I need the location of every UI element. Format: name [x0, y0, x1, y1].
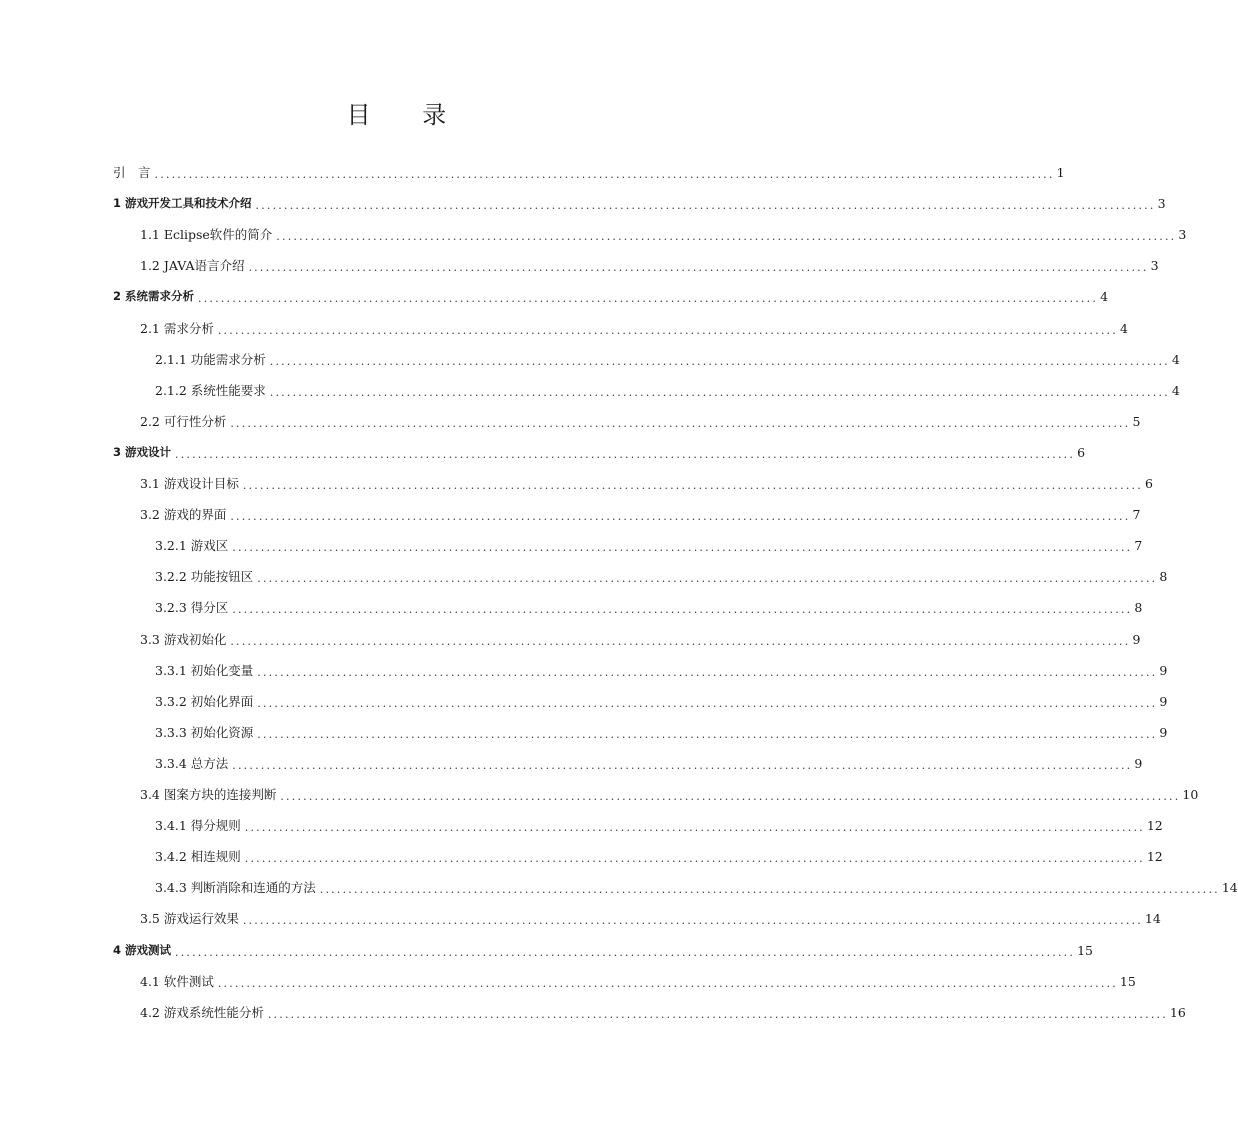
toc-page-number: 9 — [1159, 662, 1168, 678]
toc-leader-dots: .............................................................................................................................................................. — [242, 914, 1143, 928]
toc-page-number: 4 — [1119, 320, 1128, 336]
toc-page-number: 1 — [1056, 165, 1065, 180]
toc-entry-title: 3 游戏设计 — [113, 444, 172, 459]
toc-leader-dots: .............................................................................................................................................................. — [244, 821, 1145, 835]
toc-entry-title: 3.3.2 初始化界面 — [155, 693, 254, 709]
toc-entry-title: 3.2 游戏的界面 — [140, 507, 227, 523]
toc-leader-dots: .............................................................................................................................................................. — [257, 665, 1158, 679]
toc-page-number: 9 — [1159, 724, 1168, 740]
toc-entry-title: 3.4 图案方块的连接判断 — [140, 787, 277, 802]
toc-entry-title: 3.4.1 得分规则 — [155, 818, 241, 834]
toc-entry[interactable] — [155, 841, 1163, 872]
toc-entry-title: 3.3.3 初始化资源 — [155, 724, 254, 740]
toc-leader-dots: .............................................................................................................................................................. — [257, 572, 1158, 586]
toc-page-number: 4 — [1100, 289, 1109, 305]
toc-leader-dots: .............................................................................................................................................................. — [276, 230, 1177, 244]
toc-leader-dots: .............................................................................................................................................................. — [269, 385, 1170, 399]
toc-page-number: 15 — [1119, 973, 1136, 989]
toc-page-number: 8 — [1159, 569, 1168, 585]
toc-entry[interactable] — [155, 686, 1168, 717]
toc-page-number: 12 — [1146, 849, 1163, 865]
toc-entry[interactable] — [140, 624, 1141, 655]
toc-entry[interactable] — [155, 872, 1238, 903]
toc-leader-dots: .............................................................................................................................................................. — [257, 696, 1158, 710]
toc-page-number: 16 — [1169, 1004, 1186, 1020]
toc-page-number: 9 — [1132, 631, 1141, 647]
toc-entry[interactable] — [113, 437, 1086, 468]
toc-page-number: 7 — [1134, 538, 1143, 554]
toc-entry[interactable] — [140, 966, 1136, 997]
toc-leader-dots: .............................................................................................................................................................. — [267, 1007, 1168, 1021]
toc-entry-title: 4.1 软件测试 — [140, 973, 214, 989]
toc-entry[interactable] — [155, 717, 1168, 748]
toc-page-number: 3 — [1150, 258, 1159, 274]
toc-leader-dots: .............................................................................................................................................................. — [269, 354, 1170, 368]
toc-entry[interactable] — [155, 375, 1180, 406]
toc-leader-dots: .............................................................................................................................................................. — [244, 852, 1145, 866]
toc-entry[interactable] — [155, 561, 1168, 592]
toc-entry[interactable] — [155, 655, 1168, 686]
toc-entry[interactable] — [140, 219, 1187, 250]
toc-page-number: 12 — [1146, 818, 1163, 834]
toc-entry[interactable] — [113, 935, 1093, 966]
toc-leader-dots: .............................................................................................................................................................. — [175, 945, 1076, 959]
toc-entry-title: 3.5 游戏运行效果 — [140, 911, 239, 927]
toc-page-number: 4 — [1171, 351, 1180, 367]
toc-entry[interactable] — [140, 903, 1161, 934]
toc-entry-title: 4 游戏测试 — [113, 942, 172, 957]
toc-leader-dots: .............................................................................................................................................................. — [232, 541, 1133, 555]
toc-entry-title: 2.1 需求分析 — [140, 320, 214, 336]
toc-leader-dots: .............................................................................................................................................................. — [257, 727, 1158, 741]
toc-leader-dots: .............................................................................................................................................................. — [217, 323, 1118, 337]
toc-entry-title: 3.3.1 初始化变量 — [155, 662, 254, 678]
toc-entry-title: 1.2 JAVA语言介绍 — [140, 258, 245, 274]
toc-entry[interactable] — [140, 313, 1128, 344]
toc-page-number: 9 — [1159, 693, 1168, 709]
toc-entry[interactable] — [140, 499, 1141, 530]
toc-entry[interactable] — [155, 592, 1143, 623]
toc-entry-title: 3.2.1 游戏区 — [155, 538, 229, 554]
toc-entry[interactable] — [155, 530, 1143, 561]
toc-entry-title: 3.2.2 功能按钮区 — [155, 569, 254, 585]
toc-entry-title: 2.2 可行性分析 — [140, 413, 227, 429]
toc-leader-dots: .............................................................................................................................................................. — [175, 447, 1076, 461]
toc-entry-title: 2.1.1 功能需求分析 — [155, 351, 266, 367]
toc-leader-dots: .............................................................................................................................................................. — [230, 510, 1131, 524]
toc-entry-title: 4.2 游戏系统性能分析 — [140, 1004, 264, 1020]
toc-entry-title: 2 系统需求分析 — [113, 289, 195, 304]
toc-page-number: 14 — [1144, 911, 1161, 927]
toc-entry[interactable] — [113, 157, 1065, 188]
toc-leader-dots: .............................................................................................................................................................. — [242, 479, 1143, 492]
toc-page-number: 6 — [1077, 444, 1086, 460]
toc-entry-title: 3.2.3 得分区 — [155, 600, 229, 616]
toc-entry-title: 3.3 游戏初始化 — [140, 631, 227, 647]
toc-entry-title: 2.1.2 系统性能要求 — [155, 382, 266, 398]
toc-entry[interactable] — [140, 468, 1153, 499]
toc-entry-title: 3.3.4 总方法 — [155, 755, 229, 771]
toc-leader-dots: .............................................................................................................................................................. — [232, 603, 1133, 617]
toc-leader-dots: .............................................................................................................................................................. — [319, 883, 1220, 897]
toc-leader-dots: .............................................................................................................................................................. — [217, 976, 1118, 990]
toc-entry[interactable] — [155, 344, 1180, 375]
toc-leader-dots: .............................................................................................................................................................. — [280, 790, 1181, 803]
toc-entry-title: 3.1 游戏设计目标 — [140, 476, 239, 491]
toc-entry[interactable] — [155, 748, 1143, 779]
toc-page-number: 7 — [1132, 507, 1141, 523]
toc-page-number: 8 — [1134, 600, 1143, 616]
toc-page-number: 15 — [1077, 942, 1093, 958]
toc-page-number: 6 — [1144, 476, 1153, 491]
toc-leader-dots: .............................................................................................................................................................. — [154, 168, 1055, 181]
toc-page-number: 9 — [1134, 755, 1143, 771]
toc-page-number: 3 — [1178, 227, 1187, 243]
toc-entry[interactable] — [140, 779, 1199, 810]
toc-entry-title: 1 游戏开发工具和技术介绍 — [113, 196, 252, 211]
toc-entry[interactable] — [113, 281, 1109, 312]
toc-entry-title: 1.1 Eclipse软件的简介 — [140, 227, 273, 243]
toc-entry[interactable] — [140, 997, 1186, 1028]
toc-page-number: 10 — [1182, 787, 1199, 802]
toc-page-number: 5 — [1132, 413, 1141, 429]
toc-leader-dots: .............................................................................................................................................................. — [198, 292, 1099, 306]
toc-page-number: 4 — [1171, 382, 1180, 398]
toc-leader-dots: .............................................................................................................................................................. — [230, 634, 1131, 648]
toc-entry-title: 引 言 — [113, 165, 151, 180]
toc-leader-dots: .............................................................................................................................................................. — [255, 199, 1156, 213]
toc-leader-dots: .............................................................................................................................................................. — [248, 261, 1149, 275]
toc-entry[interactable] — [140, 406, 1141, 437]
toc-page-number: 3 — [1157, 196, 1166, 212]
page-title: 目 录 — [346, 101, 469, 129]
toc-entry-title: 3.4.2 相连规则 — [155, 849, 241, 865]
toc-page-number: 14 — [1221, 880, 1238, 896]
toc-leader-dots: .............................................................................................................................................................. — [230, 416, 1131, 430]
toc-entry-title: 3.4.3 判断消除和连通的方法 — [155, 880, 316, 896]
toc-entry[interactable] — [113, 188, 1166, 219]
toc-entry[interactable] — [140, 250, 1159, 281]
toc-leader-dots: .............................................................................................................................................................. — [232, 758, 1133, 772]
toc-entry[interactable] — [155, 810, 1163, 841]
